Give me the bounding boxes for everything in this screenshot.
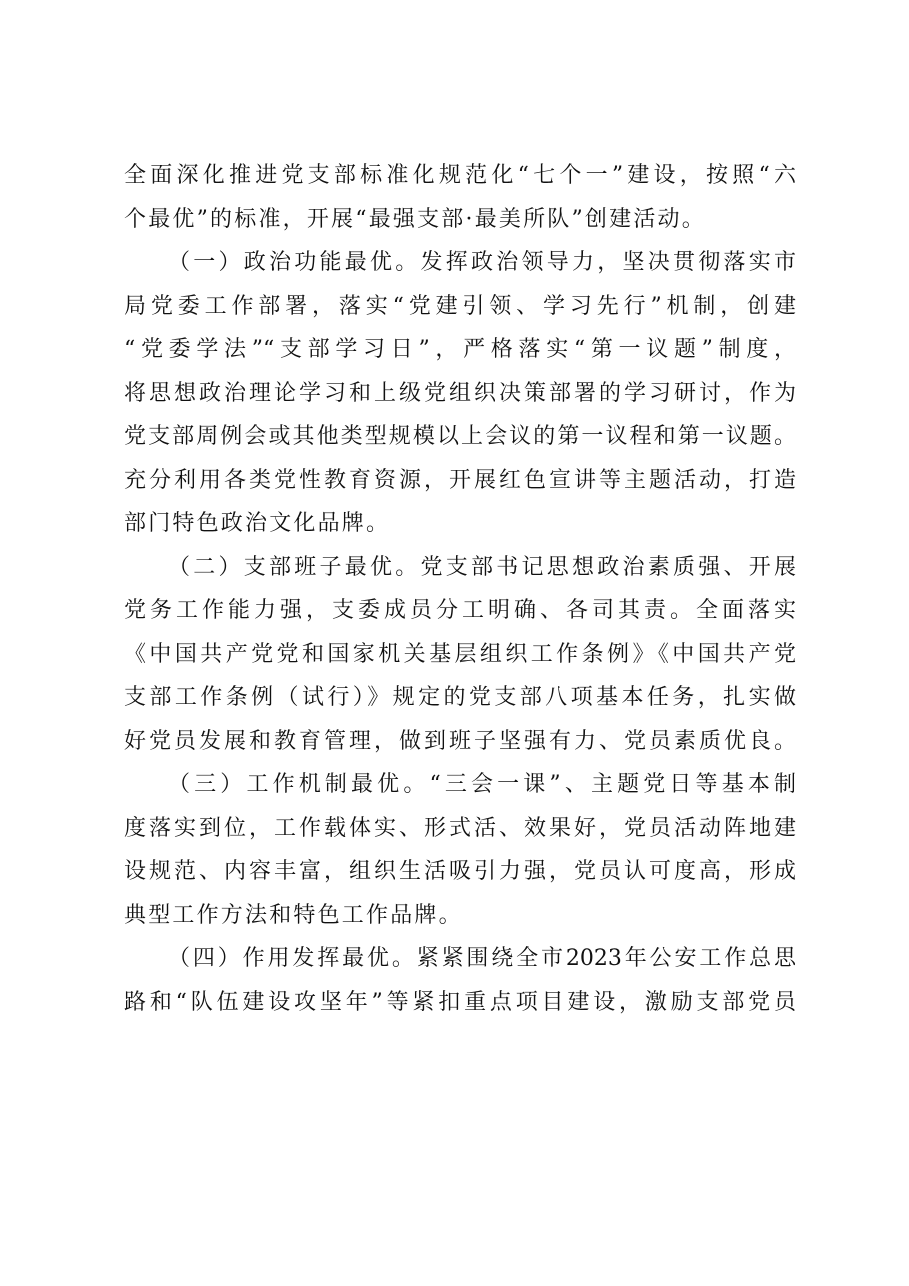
line-text: （二）支部班子最优。党支部书记思想政治素质强、开展 <box>168 554 796 580</box>
text-line <box>124 241 796 285</box>
line-text: 部门特色政治文化品牌。 <box>124 511 391 536</box>
text-line <box>124 981 796 1025</box>
line-text: 设规范、内容丰富，组织生活吸引力强，党员认可度高，形成 <box>124 859 796 884</box>
line-text: 路和“队伍建设攻坚年”等紧扣重点项目建设，激励支部党员 <box>124 989 796 1015</box>
text-line <box>124 850 796 894</box>
text-line <box>124 459 796 503</box>
line-text: 将思想政治理论学习和上级党组织决策部署的学习研讨，作为 <box>124 380 796 406</box>
text-line <box>124 328 796 372</box>
line-text: 典型工作方法和特色工作品牌。 <box>124 902 463 928</box>
text-line <box>124 894 796 938</box>
text-line <box>124 502 796 546</box>
text-line <box>124 807 796 851</box>
text-line <box>124 676 796 720</box>
text-line <box>124 589 796 633</box>
line-text: 充分利用各类党性教育资源，开展红色宣讲等主题活动，打造 <box>124 467 796 493</box>
line-text: （四）作用发挥最优。紧紧围绕全市2023年公安工作总思 <box>168 946 796 971</box>
text-line <box>124 937 796 981</box>
line-text: 党务工作能力强，支委成员分工明确、各司其责。全面落实 <box>124 598 796 623</box>
text-line <box>124 415 796 459</box>
text-line <box>124 546 796 590</box>
line-text: 度落实到位，工作载体实、形式活、效果好，党员活动阵地建 <box>124 815 796 841</box>
line-text: 好党员发展和教育管理，做到班子坚强有力、党员素质优良。 <box>124 728 796 754</box>
line-text: （一）政治功能最优。发挥政治领导力，坚决贯彻落实市 <box>168 250 796 275</box>
text-line <box>124 154 796 198</box>
line-text: （三）工作机制最优。“三会一课”、主题党日等基本制 <box>168 772 796 797</box>
text-line <box>124 198 796 242</box>
line-text: 《中国共产党党和国家机关基层组织工作条例》《中国共产党 <box>124 641 796 667</box>
document-body <box>124 154 796 1024</box>
line-text: 局党委工作部署，落实“党建引领、学习先行”机制，创建 <box>124 293 796 319</box>
line-text: “党委学法”“支部学习日”，严格落实“第一议题”制度， <box>124 337 796 362</box>
line-text: 个最优”的标准，开展“最强支部·最美所队”创建活动。 <box>124 206 706 232</box>
text-line <box>124 633 796 677</box>
text-line <box>124 763 796 807</box>
line-text: 全面深化推进党支部标准化规范化“七个一”建设，按照“六 <box>124 163 796 188</box>
line-text: 党支部周例会或其他类型规模以上会议的第一议程和第一议题。 <box>124 424 796 449</box>
line-text: 支部工作条例（试行）》规定的党支部八项基本任务，扎实做 <box>124 685 796 710</box>
text-line <box>124 720 796 764</box>
text-line <box>124 285 796 329</box>
text-line <box>124 372 796 416</box>
